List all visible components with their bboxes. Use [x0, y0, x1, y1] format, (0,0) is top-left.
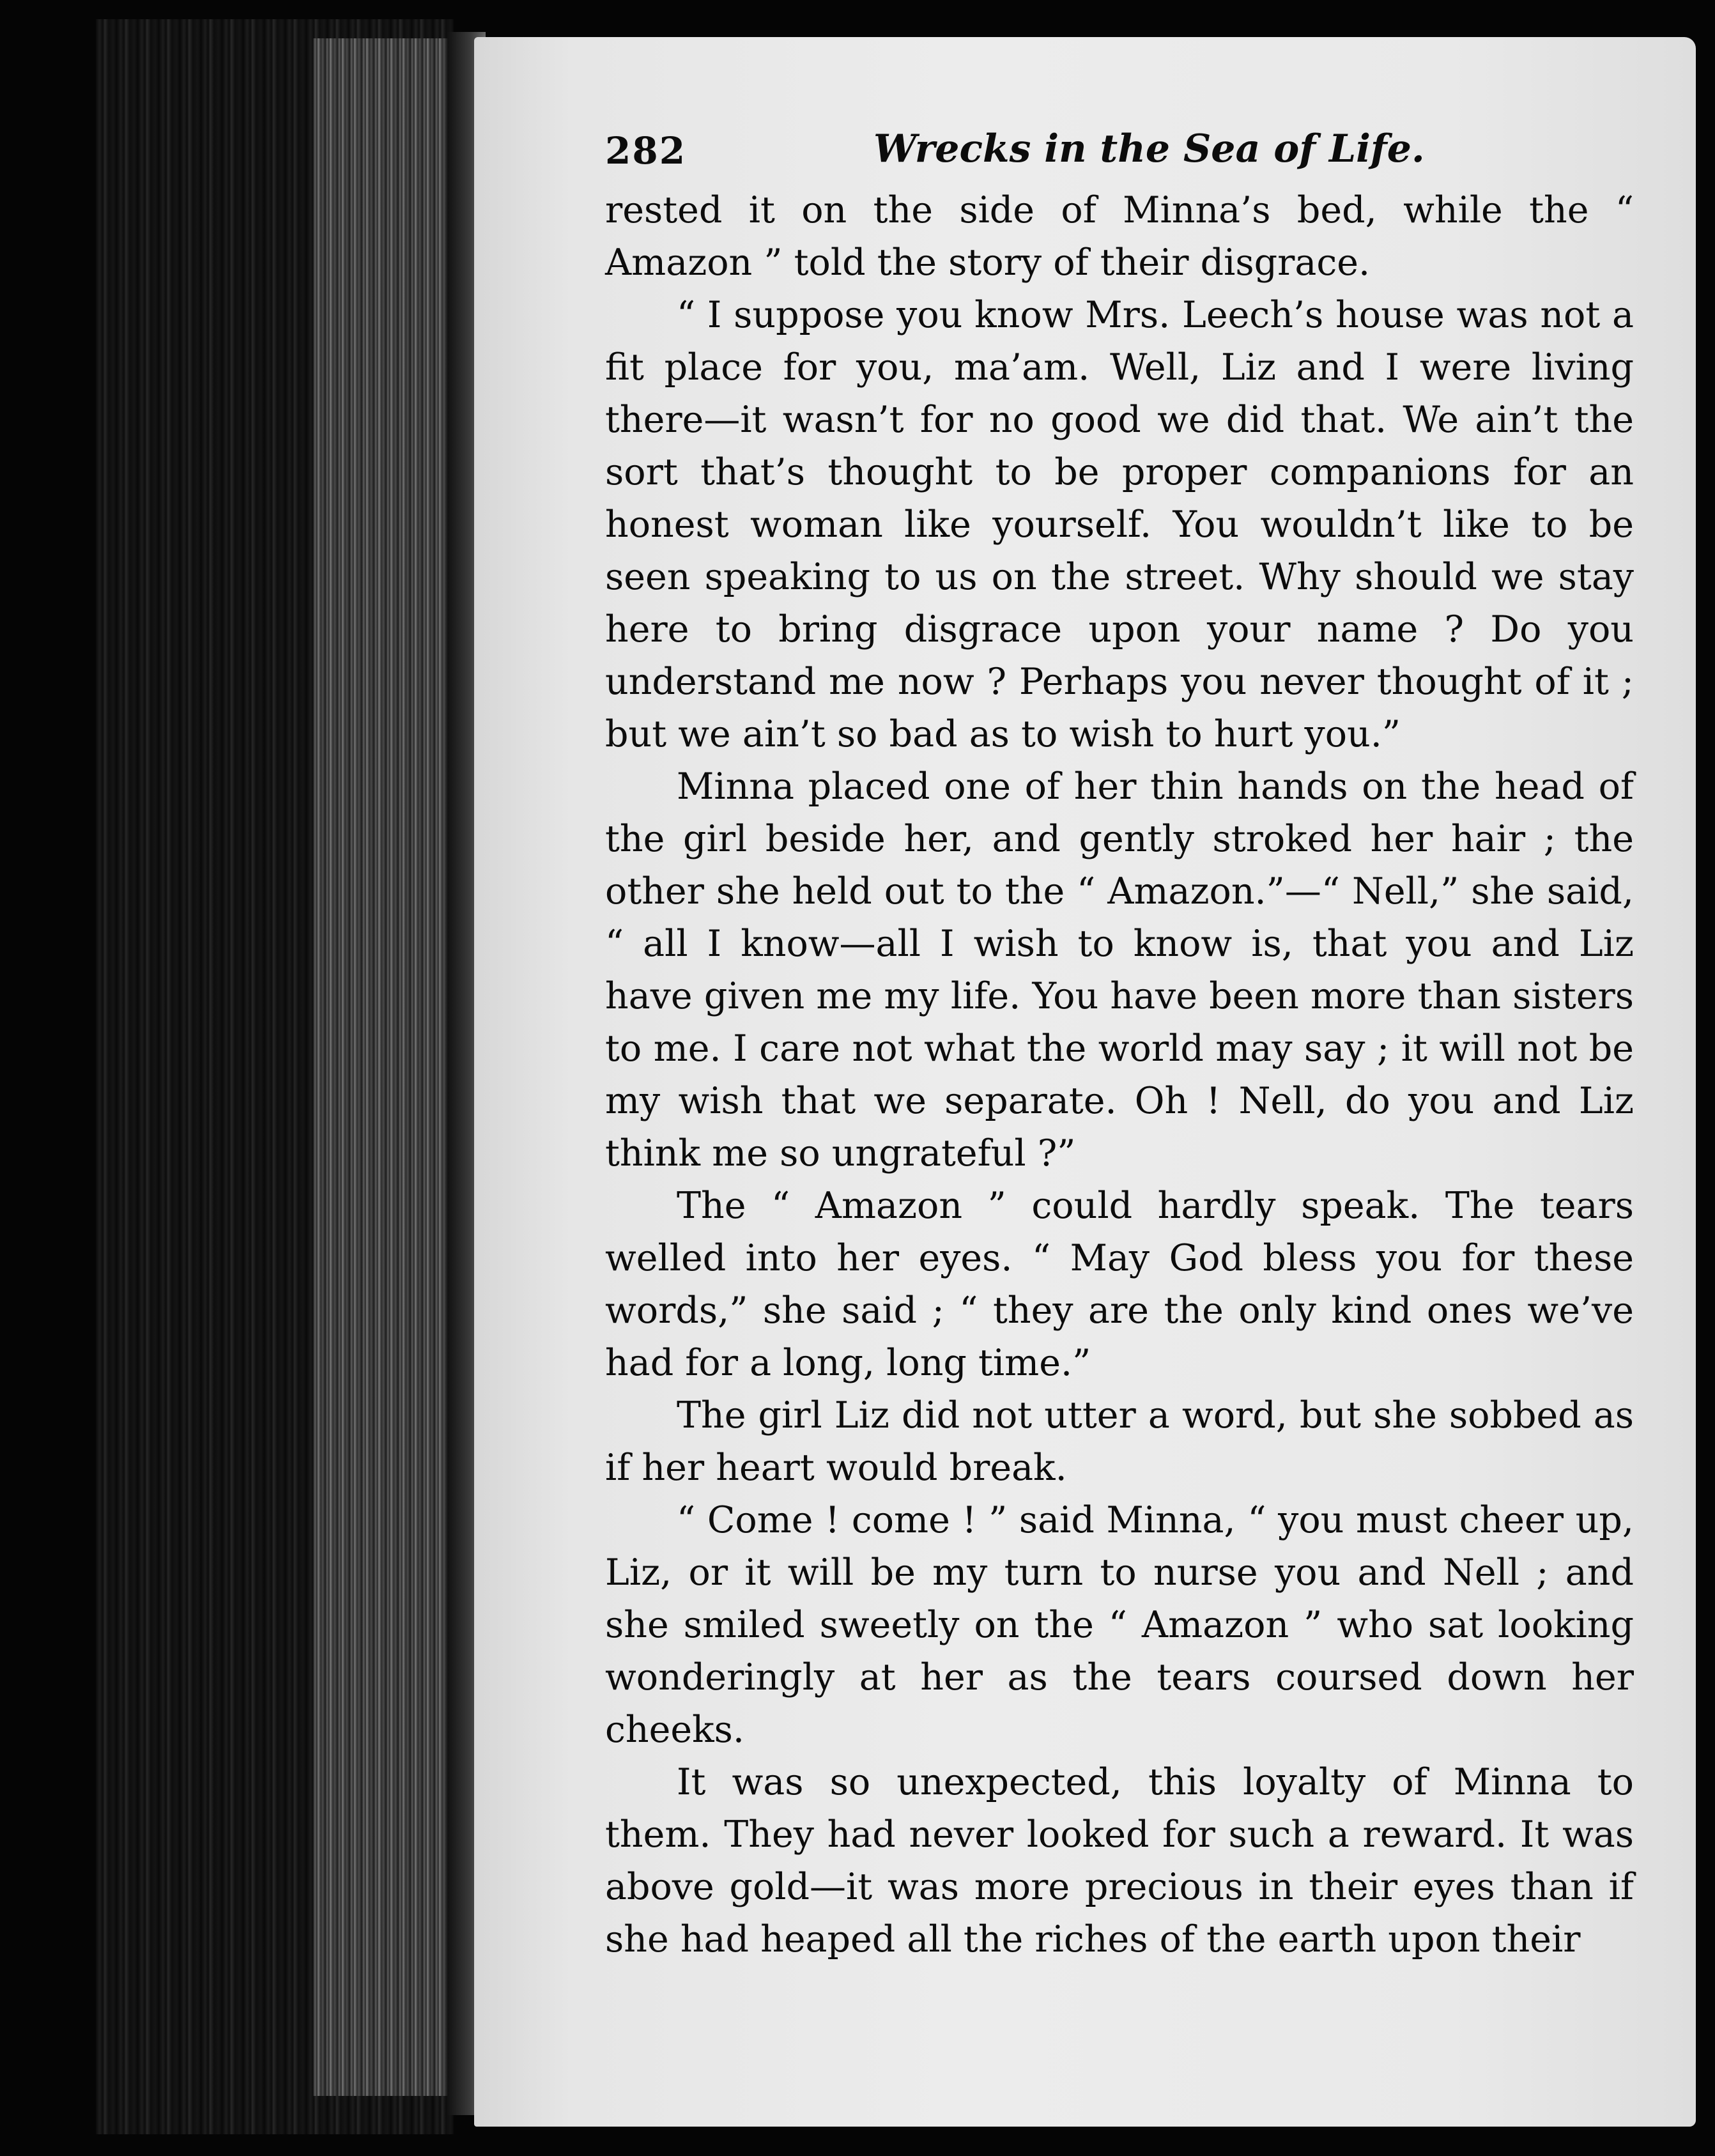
paragraph: rested it on the side of Minna’s bed, while the “ Amazon ” told the story of their disgrace.	[605, 189, 1634, 284]
paragraph: Minna placed one of her thin hands on the head of the girl beside her, and gently stroked her hair ; the other she held out to the “ Amazon.”—“ Nell,” she said, “ all I know—all I wish to know is, that you and Liz have given me my life. You have been more than sisters to me. I care not what the world may say ; it will not be my wish that we separate. Oh ! Nell, do you and Liz think me so ungrateful ?”	[605, 766, 1634, 1174]
page-number: 282	[605, 129, 687, 173]
paragraph: It was so unexpected, this loyalty of Minna to them. They had never looked for such a reward. It was above gold—it was more precious in their eyes than if she had heaped all the riches of the earth upon their	[605, 1761, 1634, 1960]
paragraph: “ Come ! come ! ” said Minna, “ you must cheer up, Liz, or it will be my turn to nurse you and Nell ; and she smiled sweetly on the “ Amazon ” who sat looking wonderingly at her as the tears coursed down her cheeks.	[605, 1499, 1634, 1751]
page-text	[605, 107, 1634, 1966]
paragraph: “ I suppose you know Mrs. Leech’s house was not a fit place for you, ma’am. Well, Liz and I were living there—it wasn’t for no good we did that. We ain’t the sort that’s thought to be proper companions for an honest woman like yourself. You wouldn’t like to be seen speaking to us on the street. Why should we stay here to bring disgrace upon your name ? Do you understand me now ? Perhaps you never thought of it ; but we ain’t so bad as to wish to hurt you.”	[605, 294, 1634, 755]
page-header	[605, 107, 1634, 184]
paragraph: The “ Amazon ” could hardly speak. The tears welled into her eyes. “ May God bless you for these words,” she said ; “ they are the only kind ones we’ve had for a long, long time.”	[605, 1185, 1634, 1384]
book-page	[474, 37, 1696, 2127]
running-title: Wrecks in the Sea of Life.	[873, 127, 1425, 171]
paragraph: The girl Liz did not utter a word, but she sobbed as if her heart would break.	[605, 1394, 1634, 1489]
